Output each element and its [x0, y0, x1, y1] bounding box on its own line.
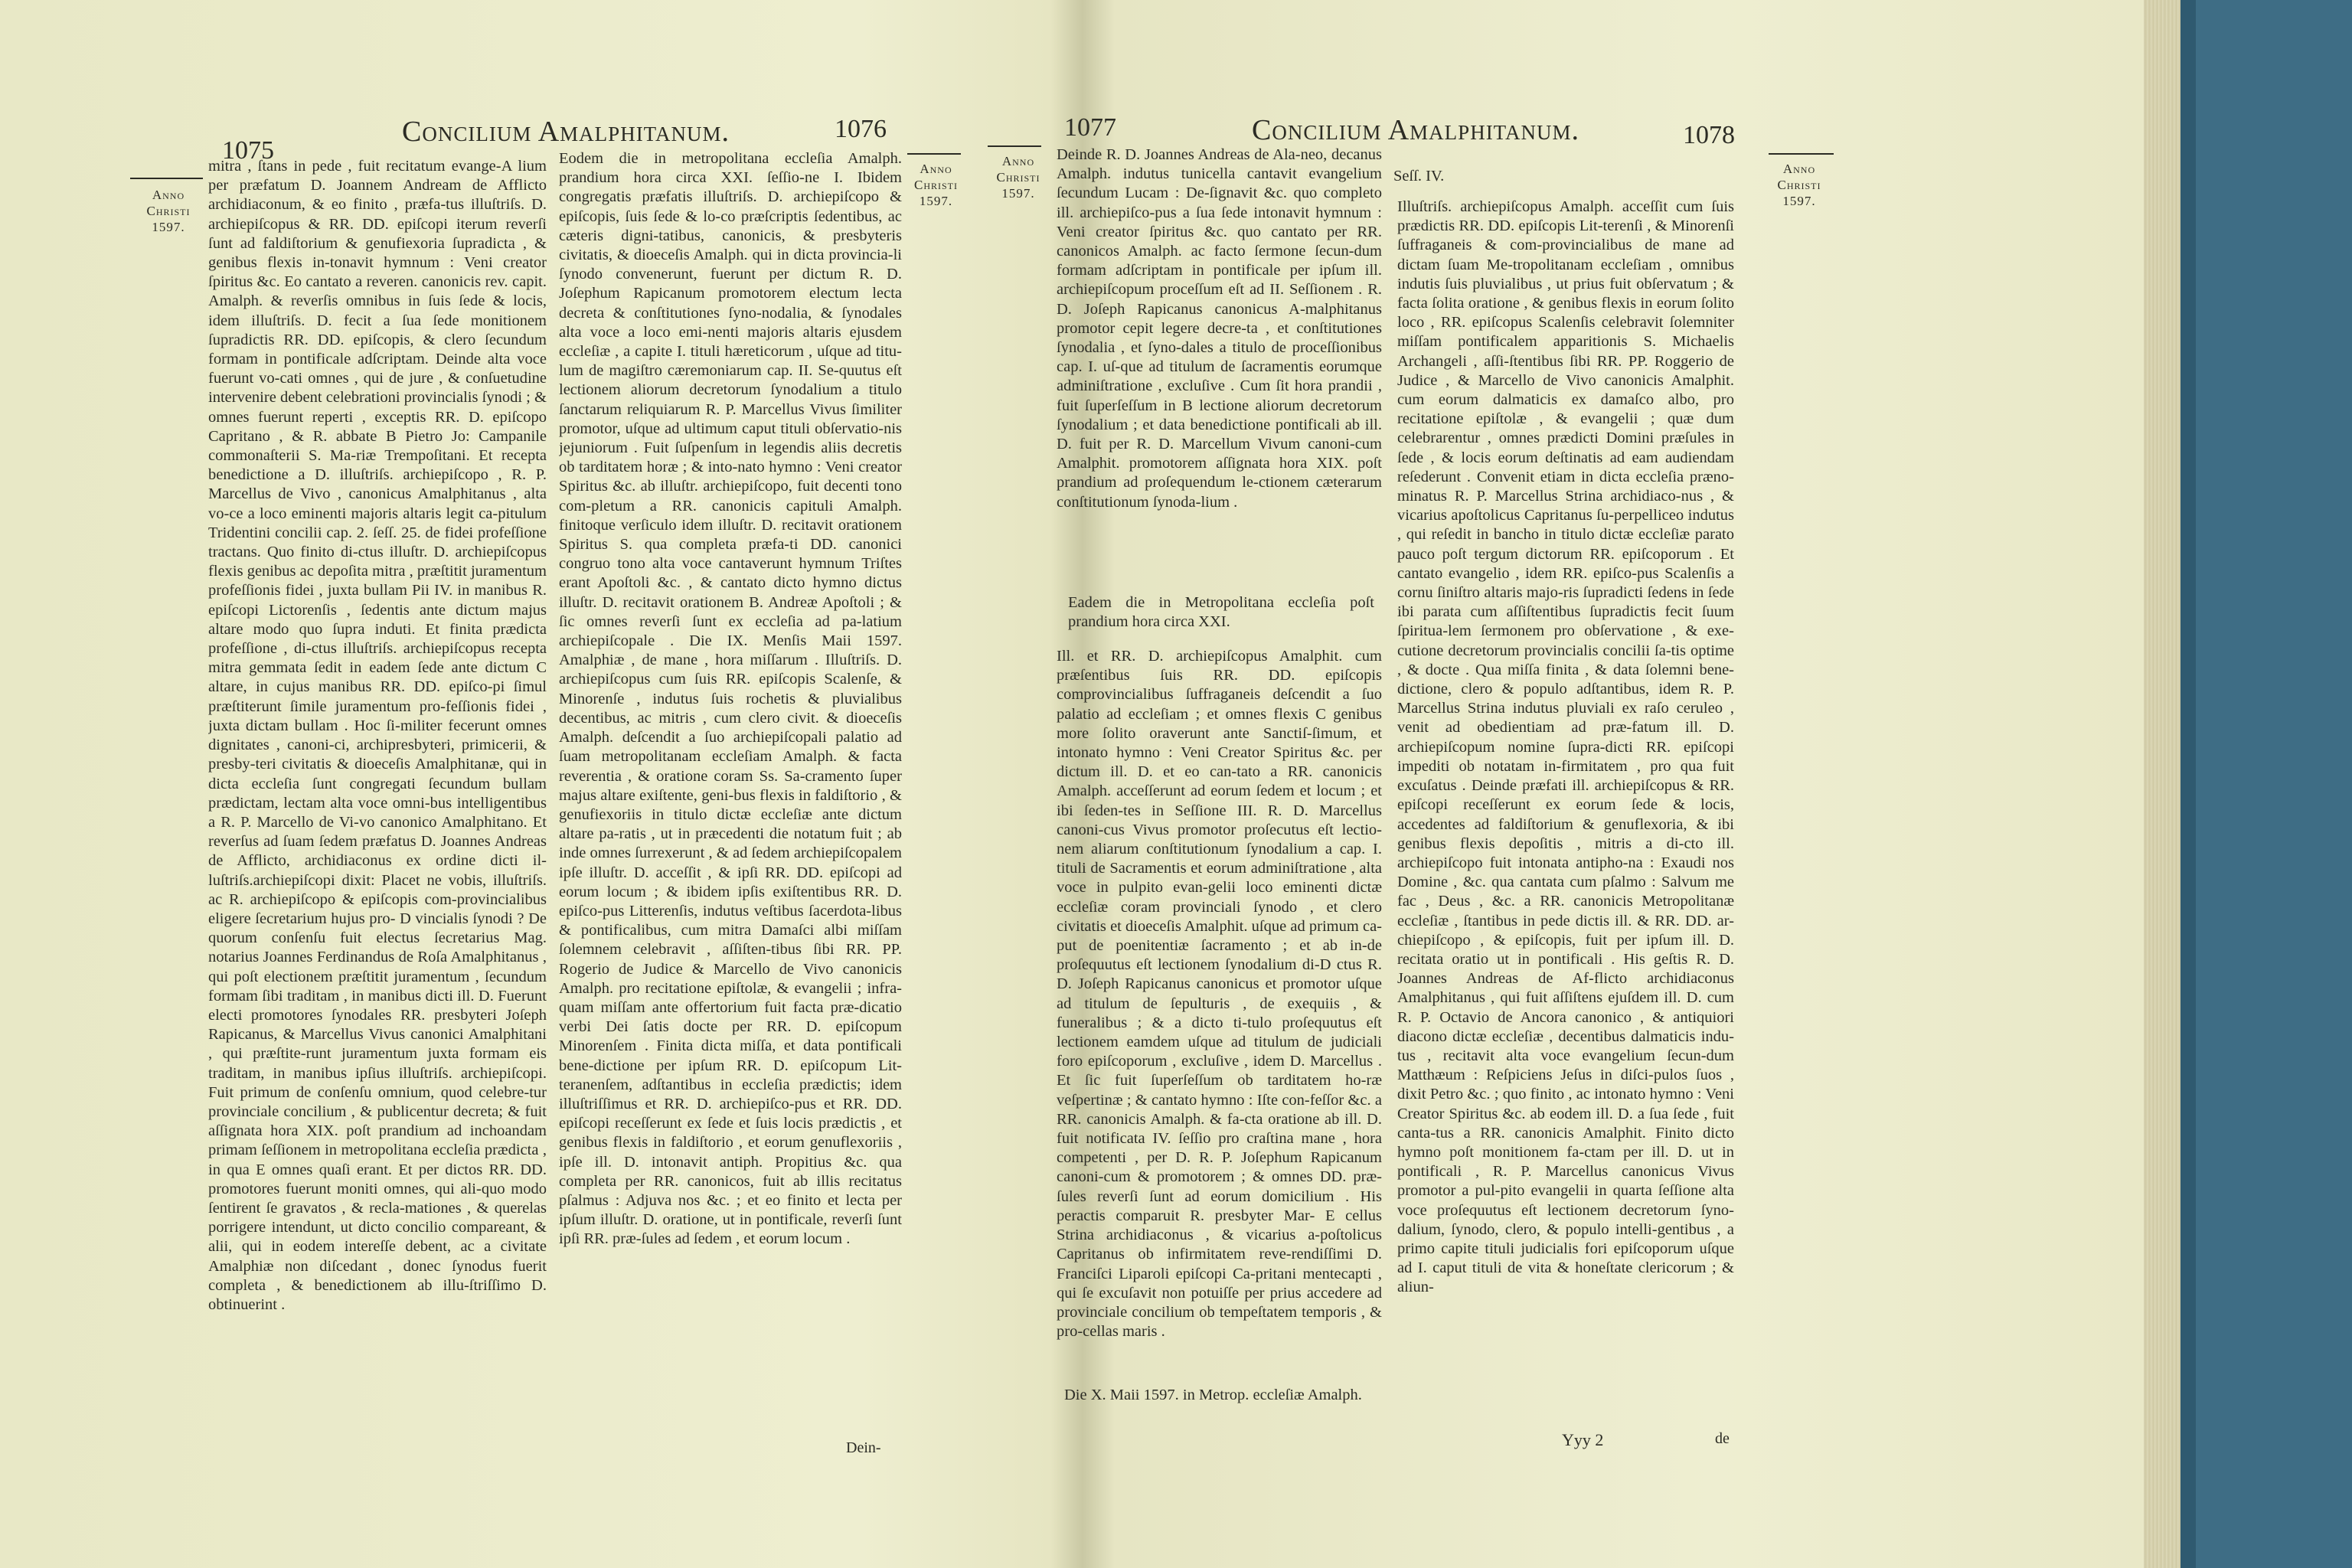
- margin-note-line: 1597.: [1001, 186, 1035, 201]
- margin-note-year: [1761, 161, 1838, 209]
- margin-note-year: [130, 187, 207, 235]
- page-number: 1075: [222, 136, 274, 165]
- margin-note-line: Christi: [146, 204, 191, 218]
- page-edges: [2144, 0, 2180, 1568]
- left-page: [0, 0, 980, 1568]
- margin-note-line: Anno: [1001, 154, 1035, 168]
- margin-note-year: [903, 161, 969, 209]
- cover-edge: [2180, 0, 2196, 1568]
- catchword: Dein-: [846, 1439, 881, 1456]
- text-column-left: mitra , ſtans in pede , fuit recitatum evange-A lium per præfatum D. Joannem Andream de Afflicto archidiaconum, & eo finito , præfa-tus illuſtriſs. D. archiepiſcopus & RR. DD. epiſcopi iterum reverſi ſunt ad faldiſtorium & genufiexoria ſupradicta , & genibus flexis in-tonavit hymnum : Veni creator ſpiritus &c. Eo cantato a reveren. canonicis rev. capit. Amalph. & reverſis omnibus in ſuis ſede & locis, idem illuſtriſs. D. fecit a ſua ſede monitionem ſupradictis RR. DD. epiſcopis, & clero ſecundum formam in pontificale adſcriptam. Deinde alta voce fuerunt vo-cati omnes , qui de jure , & conſuetudine intervenire debent celebrationi provincialis ſynodi ; & omnes fuerunt reperti , exceptis RR. D. epiſcopo Capritano , & R. abbate B Pietro Jo: Campanile commonaſterii S. Ma-riæ Trempoſitani. Et recepta benedictione a D. illuſtriſs. archiepiſcopo , R. P. Marcellus de Vivo , canonicus Amalphitanus , alta vo-ce a loco eminenti majoris altaris legit ca-pitulum Tridentini concilii cap. 2. ſeſſ. 25. de fidei profeſſione tractans. Quo finito di-ctus illuſtr. D. archiepiſcopus flexis genibus ac depoſita mitra , præſtitit juramentum profeſſionis fidei , juxta bullam Pii IV. in manibus R. epiſcopi Lictorenſis , ſedentis ante dictum majus altare modo quo ſupra induti. Et finita prædicta profeſſione , di-ctus illuſtriſs. archiepiſcopus recepta mitra gemmata ſedit in eadem ſede ante dictum C altare, in cujus manibus RR. DD. epiſco-pi ſimul præſtiterunt ſimile juramentum pro-feſſionis fidei , juxta dictam bullam . Hoc ſi-militer fecerunt omnes dignitates , canoni-ci, archipresbyteri, primicerii, & presby-teri civitatis & dioeceſis Amalphitanæ, qui in dicta eccleſia ſunt congregati ſecundum bullam prædictam, lectam alta voce omni-bus intelligentibus a R. P. Marcello de Vi-vo canonico Amalphitano. Et reverſus ad ſuam ſedem præfatus D. Joannes Andreas de Afflicto, archidiaconus ex ordine dicti il-luſtriſs.archiepiſcopi dixit: Placet ne vobis, illuſtriſs. ac R. archiepiſcopo & epiſcopis com-provincialibus eligere ſecretarium hujus pro- D vincialis ſynodi ? De quorum conſenſu fuit electus ſecretarius Mag. notarius Joannes Ferdinandus de Roſa Amalphitanus , qui poſt electionem præſtitit juramentum , ſecundum formam ſibi traditam , in manibus dicti ill. D. Fuerunt electi promotores ſynodales RR. presbyteri Joſeph Rapicanus, & Marcellus Vivus canonici Amalphitani , qui præſtite-runt juramentum juxta formam eis traditam, in manibus ipſius illuſtriſs. archiepiſcopi. Fuit primum de conſenſu omnium, quod celebre-tur provinciale concilium , & publicentur decreta; & fuit aſſignata hora XIX. poſt prandium ad inchoandam primam ſeſſionem in metropolitana eccleſia prædicta , in qua E omnes quaſi erant. Et per dictos RR. DD. promotores fuerunt moniti omnes, qui ali-quo modo ſentirent ſe gravatos , & recla-mationes , & querelas porrigere intendunt, ut dicto concilio compareant, & alii, qui in eodem intereſſe debent, ac a civitate Amalphiæ non diſcedant , donec ſynodus fuerit completa , & benedictionem ab illu-ſtriſſimo D. obtinuerint .: [208, 158, 547, 1313]
- margin-note-line: Anno: [152, 188, 185, 202]
- signature-mark: Yyy 2: [1562, 1430, 1604, 1449]
- page-number: 1077: [1064, 113, 1116, 142]
- margin-rule: [907, 153, 961, 155]
- margin-note-line: 1597.: [919, 194, 953, 208]
- text-column-right: Illuſtriſs. archiepiſcopus Amalph. acceſſit cum ſuis prædictis RR. DD. epiſcopis Lit-terenſi , & Minorenſi ſuffraganeis & com-provincialibus de mane ad dictam ſuam Me-tropolitanam eccleſiam , omnibus indutis ſuis pluvialibus , ut prius fuit obſervatum ; & facta ſolita oratione , & genibus flexis in eorum ſolito loco , RR. epiſcopus Scalenſis celebravit ſolemniter miſſam pontificalem apparitionis S. Michaelis Archangeli , aſſi-ſtentibus ſibi RR. PP. Roggerio de Judice , & Marcello de Vivo canonicis Amalphit. cum eorum dalmaticis ex damaſco albo, pro recitatione epiſtolæ , & evangelii ; quæ dum celebrarentur , omnes prædicti Domini præſules in ſede , & locis eorum deſtinatis ad eam audiendam reſederunt . Convenit etiam in dicta eccleſia præno-minatus R. P. Marcellus Strina archidiaco-nus , & vicarius apoſtolicus Capritanus ſu-perpelliceo indutus , qui reſedit in bancho in titulo dictæ eccleſiæ parato pauco poſt tergum dictorum RR. epiſcoporum . Et cantato evangelio , idem RR. epiſco-pus Scalenſis a cornu ſiniſtro altaris majo-ris ſupradicti ſedens in ſede ibi parata cum aſſiſtentibus ſupradictis fecit ſuum ſpiritua-lem ſermonem pro obſervatione , & exe-cutione decretorum provincialis concilii ſa-tis optime , & docte . Qua miſſa finita , & data ſolemni bene-dictione, clero & populo adſtantibus, idem R. P. Marcellus Strina indutus pluviali ex raſo ceruleo , venit ad obedientiam ad præ-fatum ill. D. archiepiſcopum nomine ſupra-dicti RR. epiſcopi impediti ob notatam in-firmitatem , pro qua fuit excuſatus . Deinde præfati ill. archiepiſcopus & RR. epiſcopi receſſerunt ex eorum ſede & locis, accedentes ad faldiſtorium & genuflexoria, & ibi genibus flexis depoſitis , mitris a di-cto ill. archiepiſcopo fuit intonata antipho-na : Exaudi nos Domine , &c. qua cantata cum pſalmo : Salvum me fac , Deus , &c. a RR. canonicis Metropolitanæ eccleſiæ , ſtantibus in pede dictis ill. & RR. DD. ar-chiepiſcopo , & epiſcopis, fuit per ipſum ill. D. recitata oratio ut in pontificali . His geſtis R. D. Joannes Andreas de Af-flicto archidiaconus Amalphitanus , qui fuit aſſiſtens ejuſdem ill. D. cum R. P. Octavio de Ancora canonico , & antiquiori diacono dictæ eccleſiæ , decentibus dalmaticis indu-tus , recitavit alta voce evangelium ſecun-dum Matthæum : Reſpiciens Jeſus in diſci-pulos ſuos , dixit Petro &c. ; quo finito , ac intonato hymno : Veni Creator Spiritus &c. ab eodem ill. D. a ſua ſede , fuit canta-tus a RR. canonicis Amalphit. Finito dicto hymno poſt monitionem fa-ctam per ill. D. ut in pontificali , R. P. Marcellus canonicus Vivus promotor a pul-pito evangelii in quarta ſeſſione alta voce proſequutus eſt lectionem decretorum ſyno-dalium, ſynodo, clero, & populo intelli-gentibus , a primo capite tituli judicialis fori epiſcoporum uſque ad I. caput tituli de vita & honeſtate clericorum ; & aliun-: [1397, 198, 1734, 1296]
- margin-note-line: Anno: [1782, 162, 1816, 176]
- margin-note-year: [980, 153, 1057, 201]
- margin-rule: [130, 178, 203, 179]
- text-column-right: Eodem die in metropolitana eccleſia Amalph. prandium hora circa XXI. ſeſſio-ne I. Ibidem congregatis præfatis illuſtriſs. D. archiepiſcopo & epiſcopis, ſuis ſede & lo-co præſcriptis ſedentibus, ac cæteris digni-tatibus, canonicis, & presbyteris civitatis, & dioeceſis Amalph. qui in dicta provincia-li ſynodo convenerunt, fuerunt per dictum R. D. Joſephum Rapicanum promotorem electum lecta decreta & conſtitutiones ſyno-nodalia, & ſynodales alta voce a loco emi-nenti majoris altaris ejusdem eccleſiæ , a capite I. tituli hæreticorum , uſque ad titu-lum de magiſtro cæremoniarum cap. II. Se-quutus eſt lectionem aliorum decretorum ſynodalium a titulo ſanctarum reliquiarum R. P. Marcellus Vivus ſimiliter promotor, uſque ad ultimum caput tituli obſervatio-nis jejuniorum . Fuit ſuſpenſum in legendis aliis decretis ob tarditatem horæ ; & into-nato hymno : Veni creator Spiritus &c. ab illuſtr. archiepiſcopo, fuit decenti tono com-pletum a RR. canonicis capituli Amalph. finitoque verſiculo idem illuſtr. D. recitavit orationem Spiritus S. qua completa præfa-ti DD. canonici congruo tono alta voce cantaverunt hymnum Triſtes erant Apoſtoli &c. , & cantato dicto hymno dictus illuſtr. D. recitavit orationem B. Andreæ Apoſtoli ; & ſic omnes reverſi ſunt ex eccleſia ad pa-latium archiepiſcopale . Die IX. Menſis Maii 1597. Amalphiæ , de mane , hora miſſarum . Illuſtriſs. D. archiepiſcopus cum ſuis RR. epiſcopis Scalenſe, & Minorenſe , indutus ſuis rochetis & pluvialibus decentibus, ac mitris , cum clero civit. & dioeceſis Amalph. deſcendit a ſuo archiepiſcopali palatio ad ſuam metropolitanam eccleſiam Amalph. & facta reverentia , & oratione coram Ss. Sa-cramento ſuper majus altare exiſtente, geni-bus flexis in faldiſtorio , & genufiexoriis in titulo dictæ eccleſiæ ante dictum altare pa-ratis , ut in præcedenti die notatum fuit ; ab inde omnes ſurrexerunt , & ad ſedem archiepiſcopalem ipſe illuſtr. D. acceſſit , & ipſi RR. DD. epiſcopi ad eorum locum ; & ibidem ipſis exiſtentibus RR. D. epiſco-pus Litterenſis, indutus veſtibus ſacerdota-libus & pontificalibus, cum mitra Damaſci albi miſſam ſolemnem celebravit , aſſiſten-tibus ſibi RR. PP. Rogerio de Judice & Marcello de Vivo canonicis Amalph. pro recitatione epiſtolæ, & evangelii ; infra-quam miſſam ante offertorium fuit facta præ-dicatio verbi Dei ſatis docte per RR. D. epiſcopum Minorenſem . Finita dicta miſſa, et data pontificali bene-dictione per ipſum RR. D. epiſcopum Lit-teranenſem, adſtantibus in eccleſia prædictis; idem illuſtriſſimus et RR. D. archiepiſco-pus et RR. DD. epiſcopi receſſerunt ex ſede et ſuis locis prædictis , et genibus flexis in faldiſtorio , et eorum genuflexoriis , ipſe ill. D. intonavit antiph. Propitius &c. qua completa per RR. canonicos, fuit ab illis recitatus pſalmus : Adjuva nos &c. ; et eo finito et lecta per ipſum illuſtr. D. oratione, ut in pontificale, reverſi ſunt ipſi RR. præ-ſules ad ſedem , et eorum locum .: [559, 150, 902, 1248]
- margin-rule: [988, 145, 1041, 147]
- margin-note-line: Christi: [913, 178, 958, 192]
- running-title: Concilium Amalphitanum.: [1252, 114, 1580, 146]
- right-page: [980, 0, 2144, 1568]
- section-heading: Eadem die in Metropolitana eccleſia poſt prandium hora circa XXI.: [1068, 594, 1374, 631]
- margin-note-line: 1597.: [152, 220, 185, 234]
- margin-note-line: Christi: [996, 170, 1040, 185]
- text-column-left-continued: Ill. et RR. D. archiepiſcopus Amalphit. cum præſentibus ſuis RR. DD. epiſcopis comprovincialibus ſuffraganeis deſcendit a ſuo palatio ad eccleſiam ; et omnes flexis C genibus more ſolito oraverunt ante Sanctiſ-ſimum, et intonato hymno : Veni Creator Spiritus &c. per dictum ill. D. et eo can-tato a RR. canonicis Amalph. acceſſerunt ad eorum ſedem et locum ; et ibi ſeden-tes in Seſſione III. R. D. Marcellus canoni-cus Vivus promotor proſecutus eſt lectio-nem aliarum conſtitutionum ſynodalium a cap. I. tituli de Sacramentis et eorum adminiſtratione , alta voce in pulpito evan-gelii loco eminenti dictæ eccleſiæ coram provinciali ſynodo , et clero civitatis et dioeceſis Amalphit. uſque ad primum ca-put de poenitentiæ ſacramento ; et ab in-de proſequutus eſt lectionem ſynodalium di-D ctus R. D. Joſeph Rapicanus canonicus et promotor uſque ad titulum de ſepulturis , de exequiis , & funeralibus ; & a dicto ti-tulo proſequutus eſt lectionem eamdem uſque ad titulum de judiciali foro epiſcoporum , excluſive , idem D. Marcellus . Et ſic fuit ſuperſeſſum ob tarditatem ho-ræ veſpertinæ ; & cantato hymno : Iſte con-feſſor &c. a RR. canonicis Amalph. & fa-cta oratione ab ill. D. fuit notificata IV. ſeſſio pro craſtina mane , hora competenti , per D. R. P. Joſephum Rapicanum canoni-cum & promotorem ; & omnes DD. præ-ſules reverſi ſunt ad eorum domicilium . His peractis comparuit R. presbyter Mar- E cellus Strina archidiaconus , & vicarius a-poſtolicus Capritanus ob infirmitatem reve-rendiſſimi D. Franciſci Liparoli epiſcopi Ca-pritani mentecapti , qui ſe excuſavit non potuiſſe per prius accedere ad provinciale concilium ob tempeſtatem temporis , & pro-cellas maris .: [1057, 648, 1382, 1341]
- session-heading: Seſſ. IV.: [1393, 168, 1445, 185]
- margin-note-line: 1597.: [1782, 194, 1816, 208]
- margin-note-line: Christi: [1777, 178, 1821, 192]
- running-title: Concilium Amalphitanum.: [402, 116, 730, 148]
- page-number: 1076: [835, 115, 887, 143]
- catchword: de: [1715, 1430, 1730, 1447]
- text-column-left: Deinde R. D. Joannes Andreas de Ala-neo, decanus Amalph. indutus tunicella cantavit evangelium ſecundum Lucam : De-ſignavit &c. quo completo ill. archiepiſco-pus a ſua ſede intonavit hymnum : Veni creator ſpiritus &c. quo cantato per RR. canonicos Amalph. ac facto ſermone ſecun-dum formam adſcriptam in pontificale per ipſum ill. archiepiſcopum proceſſum eſt ad II. Seſſionem . R. D. Joſeph Rapicanus canonicus A-malphitanus promotor cepit legere decre-ta , et conſtitutiones ſynodalia , et ſyno-dales a titulo de proceſſionibus cap. I. uſ-que ad titulum de ſacramentis eorumque adminiſtratione , excluſive . Cum ſit hora prandii , fuit ſuperſeſſum in B lectione aliorum decretorum ſynodalium ; et data benedictione pontificali ab ill. D. fuit per R. D. Marcellum Vivum canoni-cum Amalphit. promotorem aſſignata hora XIX. poſt prandium ad proſequendum le-ctionem cæterarum conſtitutionum ſynoda-lium .: [1057, 146, 1382, 511]
- margin-note-line: Anno: [920, 162, 952, 176]
- date-heading: Die X. Maii 1597. in Metrop. eccleſiæ Amalph.: [1064, 1387, 1362, 1403]
- page-number: 1078: [1683, 121, 1735, 149]
- margin-rule: [1769, 153, 1834, 155]
- book-cover: [2180, 0, 2352, 1568]
